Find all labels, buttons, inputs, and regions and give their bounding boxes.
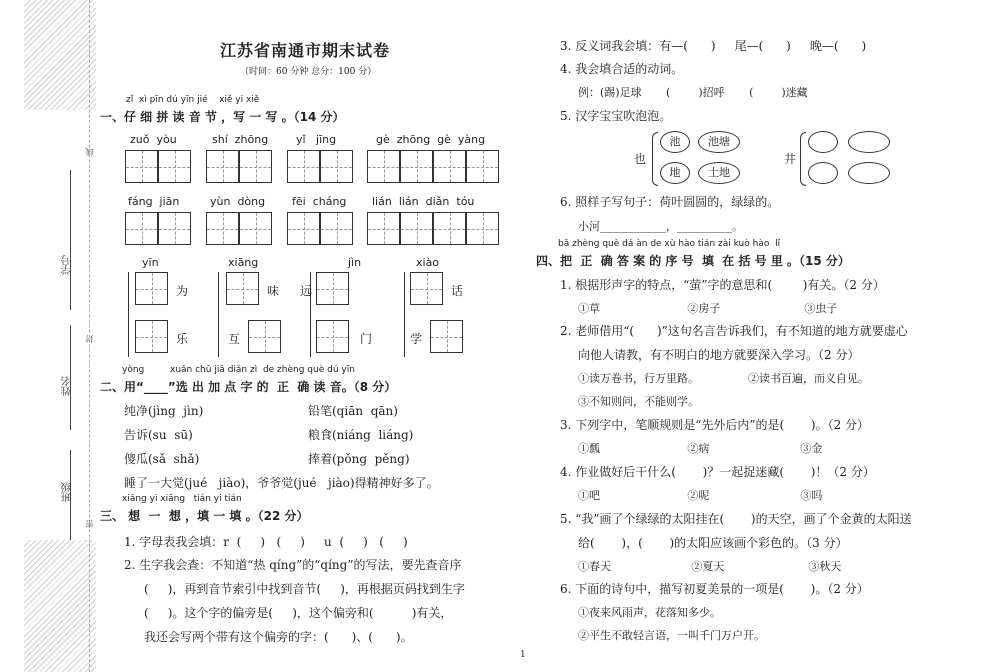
s3-heading: 三、 想 一 想 ，填 一 填 。（22 分） [100, 509, 309, 523]
s2-item[interactable]: 粮食(niáng liáng) [308, 428, 414, 442]
brace [404, 272, 405, 357]
s4-q2-options2[interactable]: ③不知则问，不能则学。 [578, 395, 699, 408]
writing-grid-box[interactable] [400, 150, 433, 183]
label-school-no: 学号 [62, 255, 73, 275]
s1-r2-py-2: fēi cháng [292, 195, 347, 208]
writing-grid-box[interactable] [226, 272, 259, 305]
writing-grid-box[interactable] [135, 320, 168, 353]
bubble-blank[interactable] [848, 131, 890, 153]
char-wei: 为 [176, 284, 189, 298]
s4-q3-options[interactable]: ①瓢 ②病 ③金 [578, 442, 823, 455]
page-title: 江苏省南通市期末试卷 [220, 41, 391, 60]
s4-pinyin: bǎ zhèng què dá àn de xù hào tián zài kuò hào lǐ [558, 239, 781, 249]
writing-grid-box[interactable] [125, 212, 158, 245]
s4-q6-option2[interactable]: ②平生不敢轻言语，一叫千门万户开。 [578, 629, 765, 642]
s3-q2a[interactable]: 2. 生字我会查：不知道“热 qíng”的“qíng”的写法，要先查音序 [124, 558, 462, 572]
s4-q3[interactable]: 3. 下列字中，笔顺规则是“先外后内”的是( )。（2 分） [560, 418, 870, 432]
bubble-blank[interactable] [848, 162, 890, 184]
writing-grid-box[interactable] [239, 150, 272, 183]
writing-grid-box[interactable] [206, 212, 239, 245]
writing-grid-box[interactable] [320, 150, 353, 183]
s3-q6: 6. 照样子写句子：荷叶圆圆的，绿绿的。 [560, 195, 780, 209]
bubble-blank[interactable] [808, 131, 838, 153]
writing-grid-box[interactable] [410, 272, 443, 305]
s1-pinyin: zǐ xì pīn dú yīn jié xiě yi xiě [126, 95, 260, 105]
brace [128, 272, 129, 357]
brace [652, 132, 658, 186]
s2-item[interactable]: 铅笔(qiān qān) [308, 404, 398, 418]
s2-item[interactable]: 纯净(jìng jìn) [124, 404, 204, 418]
writing-grid-box[interactable] [367, 212, 400, 245]
char-xue: 学 [410, 332, 423, 346]
bubble: 土地 [698, 162, 740, 184]
s3-q2d[interactable]: 我还会写两个带有这个偏旁的字：( )、( )。 [144, 630, 413, 644]
char-le: 乐 [176, 332, 189, 346]
s3-q4-example[interactable]: 例：(踢)足球 ( )招呼 ( )迷藏 [578, 86, 808, 99]
s4-q1-options[interactable]: ①草 ②房子 ③虫子 [578, 302, 838, 315]
s3-pinyin: xiǎng yi xiǎng tián yi tián [122, 494, 242, 504]
char-wei-taste: 味 [267, 284, 280, 298]
s4-q4[interactable]: 4. 作业做好后干什么( )？一起捉迷藏( )！（2 分） [560, 465, 875, 479]
writing-grid-box[interactable] [125, 150, 158, 183]
s3-q1[interactable]: 1. 字母表我会填：r ( ) ( ) u ( ) ( ) [124, 535, 408, 549]
mark-line: 线 [85, 148, 94, 156]
writing-grid-box[interactable] [316, 320, 349, 353]
writing-grid-box[interactable] [466, 212, 499, 245]
writing-grid-box[interactable] [433, 150, 466, 183]
q5-root-ye: 也 [634, 152, 647, 166]
s3-q4: 4. 我会填合适的动词。 [560, 62, 684, 76]
writing-grid-box[interactable] [367, 150, 400, 183]
writing-grid-box[interactable] [466, 150, 499, 183]
writing-grid-box[interactable] [433, 212, 466, 245]
s2-heading: 二、用“____”选 出 加 点 字 的 正 确 读 音。（8 分） [100, 380, 397, 394]
writing-grid-box[interactable] [400, 212, 433, 245]
s1-r3-py-2: jìn [348, 256, 362, 269]
s4-heading: 四、把 正 确 答 案 的 序 号 填 在 括 号 里 。（15 分） [536, 254, 850, 268]
mark-secret: 密 [85, 520, 94, 528]
writing-grid-box[interactable] [158, 150, 191, 183]
s4-q5b[interactable]: 给( )，( )的太阳应该画个彩色的。（3 分） [578, 536, 848, 550]
s1-r3-py-0: yīn [142, 256, 159, 269]
writing-grid-box[interactable] [248, 320, 281, 353]
s4-q6[interactable]: 6. 下面的诗句中，描写初夏美景的一项是( )。（2 分） [560, 582, 869, 596]
writing-grid-box[interactable] [135, 272, 168, 305]
binding-hatch-top [24, 0, 96, 110]
label-class: 班级 [62, 482, 73, 502]
brace [218, 272, 219, 357]
writing-grid-box[interactable] [287, 212, 320, 245]
label-name: 姓名 [62, 376, 73, 396]
s1-r1-py-3: gè zhōng gè yàng [376, 133, 486, 146]
char-men: 门 [360, 332, 373, 346]
s1-r3-py-3: xiào [416, 256, 440, 269]
s2-item[interactable]: 傻瓜(sǎ shǎ) [124, 452, 200, 466]
s4-q6-option1[interactable]: ①夜来风雨声，花落知多少。 [578, 606, 721, 619]
writing-grid-box[interactable] [206, 150, 239, 183]
q5-root-jing: 井 [784, 152, 797, 166]
s1-r2-py-1: yùn dòng [210, 195, 266, 208]
bubble-blank[interactable] [808, 162, 838, 184]
mark-seal: 封 [85, 335, 94, 343]
s3-q3[interactable]: 3. 反义词我会填：有—( ) 尾—( ) 晚—( ) [560, 39, 867, 53]
page-number: 1 [520, 650, 526, 660]
s3-q2b[interactable]: ( )，再到音节索引中找到音节( )，再根据页码找到生字 [144, 582, 465, 596]
bubble: 池塘 [698, 131, 740, 153]
s1-r1-py-2: yǐ jīng [296, 133, 337, 146]
char-hua: 话 [451, 284, 464, 298]
writing-grid-box[interactable] [316, 272, 349, 305]
s4-q4-options[interactable]: ①吧 ②呢 ③吗 [578, 489, 823, 502]
s2-pinyin: yòng xuǎn chū jiā diǎn zì de zhèng què dú yīn [122, 365, 355, 375]
bubble: 池 [660, 131, 690, 153]
s4-q2b: 向他人请教，有不明白的地方就要深入学习。（2 分） [578, 348, 860, 362]
s4-q5a[interactable]: 5. “我”画了个绿绿的太阳挂在( )的天空，画了个金黄的太阳送 [560, 512, 912, 526]
s3-q5: 5. 汉字宝宝吹泡泡。 [560, 109, 672, 123]
s3-q2c[interactable]: ( )。这个字的偏旁是( )，这个偏旁和( )有关， [144, 606, 453, 620]
s1-r3-py-1: xiāng [228, 256, 259, 269]
s1-r1-py-0: zuǒ yòu [130, 133, 177, 146]
s4-q1[interactable]: 1. 根据形声字的特点，“萤”字的意思和( )有关。（2 分） [560, 278, 885, 292]
s2-item[interactable]: 告诉(su sū) [124, 428, 193, 442]
writing-grid-box[interactable] [158, 212, 191, 245]
exam-info: （时间：60 分钟 总分：100 分） [240, 67, 377, 77]
writing-grid-box[interactable] [320, 212, 353, 245]
s2-line4[interactable]: 睡了一大觉(jué jiào)，爷爷觉(jué jiào)得精神好多了。 [124, 476, 439, 490]
s3-q6-answer[interactable]: 小河____________，__________。 [578, 220, 743, 233]
s1-heading: 一、仔 细 拼 读 音 节 ，写 一 写 。（14 分） [100, 110, 345, 124]
s2-item[interactable]: 捧着(pǒng pěng) [308, 452, 410, 466]
brace [800, 132, 806, 186]
s1-r1-py-1: shí zhōng [212, 133, 269, 146]
s4-q2a[interactable]: 2. 老师借用“( )”这句名言告诉我们，有不知道的地方就要虚心 [560, 324, 908, 338]
s1-r2-py-0: fáng jiān [128, 195, 180, 208]
char-yuan-left: 远 [300, 284, 313, 298]
fill-line-school-no [70, 170, 71, 310]
writing-grid-box[interactable] [430, 320, 463, 353]
binding-hatch-bottom [24, 540, 96, 672]
writing-grid-box[interactable] [287, 150, 320, 183]
bubble: 地 [660, 162, 690, 184]
s4-q2-options1[interactable]: ①读万卷书，行万里路。 ②读书百遍，而义自见。 [578, 372, 869, 385]
s1-r2-py-3: lián lián diǎn tóu [372, 195, 475, 208]
writing-grid-box[interactable] [239, 212, 272, 245]
char-hu: 互 [228, 332, 241, 346]
s4-q5-options[interactable]: ①春天 ②夏天 ③秋天 [578, 560, 842, 573]
